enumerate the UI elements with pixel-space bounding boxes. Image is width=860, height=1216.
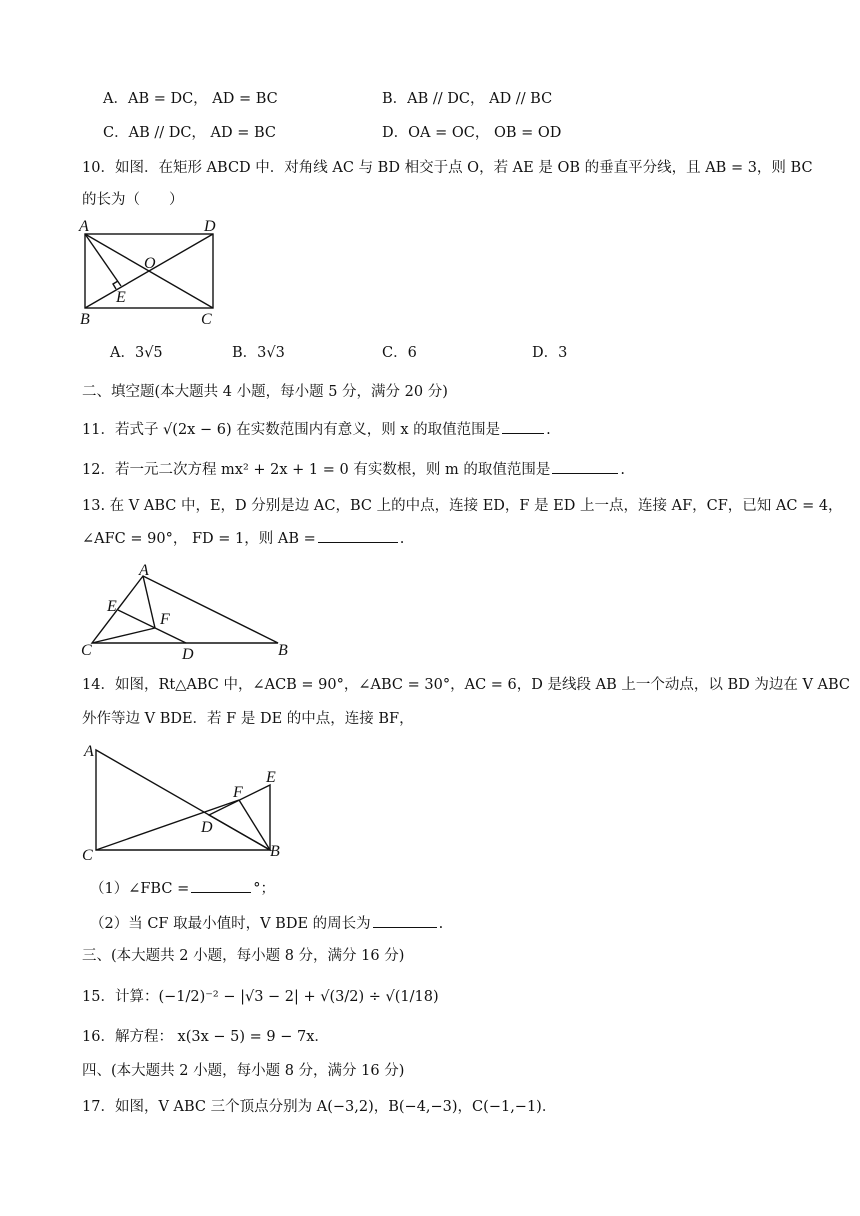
q10-label-d: D (204, 218, 216, 235)
q14-segment-bf (239, 800, 270, 850)
q11-text (82, 419, 551, 441)
q14-segment-cf (96, 800, 239, 850)
q10-text-line1: 10．如图．在矩形 ABCD 中．对角线 AC 与 BD 相交于点 O，若 AE 是 OB 的垂直平分线，且 AB = 3，则 BC (82, 160, 813, 176)
q9-option-b: B．AB // DC， AD // BC (382, 91, 553, 107)
q13-label-c: C (81, 642, 92, 659)
q13-label-e: E (107, 598, 117, 615)
q13-label-d: D (182, 646, 194, 662)
q10-label-o: O (144, 255, 156, 272)
q13-label-b: B (278, 642, 288, 659)
q14-label-d: D (201, 819, 213, 836)
q13-text-pre: ∠AFC = 90°， FD = 1，则 AB = (82, 531, 316, 547)
q10-label-b: B (80, 311, 90, 328)
q10-option-a: A．3√5 (110, 345, 163, 361)
q10-text-line2: 的长为（ ） (82, 192, 184, 208)
q10-label-a: A (79, 218, 89, 235)
q16-text: 16．解方程： x(3x − 5) = 9 − 7x． (82, 1029, 329, 1045)
q14-label-f: F (233, 784, 243, 801)
q14-label-c: C (82, 847, 93, 864)
q9-option-c: C．AB // DC， AD = BC (103, 125, 277, 141)
q11-text-pre: 11．若式子 √(2x − 6) 在实数范围内有意义，则 x 的取值范围是 (82, 422, 501, 438)
q12-text (82, 459, 625, 481)
section-3-heading: 三、(本大题共 2 小题，每小题 8 分，满分 16 分) (82, 948, 405, 964)
q10-segment-ae (85, 234, 121, 286)
q9-option-a: A．AB = DC， AD = BC (103, 91, 278, 107)
q10-right-angle-mark (113, 281, 118, 289)
q10-label-e: E (116, 289, 126, 306)
q10-option-b: B．3√3 (232, 345, 285, 361)
q14-label-e: E (266, 769, 276, 786)
q13-segment-af (143, 576, 155, 628)
q12-text-pre: 12．若一元二次方程 mx² + 2x + 1 = 0 有实数根，则 m 的取值范围是 (82, 462, 551, 478)
q14-sub2-post: . (438, 916, 444, 932)
q14-sub1-pre: （1）∠FBC = (90, 881, 190, 897)
q13-text-line2 (82, 528, 404, 550)
q14-sub2 (90, 913, 443, 935)
q10-option-d: D．3 (532, 345, 568, 361)
q14-sub1-answer-blank[interactable] (191, 878, 251, 893)
q10-rectangle-figure (76, 214, 226, 330)
q14-sub2-answer-blank[interactable] (373, 913, 437, 928)
q12-text-post: . (620, 462, 625, 478)
q11-text-post: . (546, 422, 551, 438)
q17-text: 17．如图，V ABC 三个顶点分别为 A(−3,2)，B(−4,−3)，C(−1,−1)． (82, 1099, 557, 1115)
q14-sub2-pre: （2）当 CF 取最小值时，V BDE 的周长为 (90, 916, 371, 932)
q12-answer-blank[interactable] (552, 459, 618, 474)
q14-text-line1: 14．如图，Rt△ABC 中，∠ACB = 90°，∠ABC = 30°，AC = 6，D 是线段 AB 上一个动点，以 BD 为边在 V ABC (82, 677, 851, 693)
q13-text-post: . (399, 531, 405, 547)
q14-label-a: A (84, 743, 94, 760)
q10-option-c: C．6 (382, 345, 417, 361)
section-4-heading: 四、(本大题共 2 小题，每小题 8 分，满分 16 分) (82, 1063, 405, 1079)
q14-sub1 (90, 878, 275, 900)
q13-triangle-abc (92, 576, 278, 643)
q13-text-line1: 13. 在 V ABC 中，E，D 分别是边 AC，BC 上的中点，连接 ED，F 是 ED 上一点，连接 AF，CF，已知 AC = 4， (82, 498, 843, 514)
q14-label-b: B (270, 843, 280, 860)
q10-label-c: C (201, 311, 212, 328)
q15-text: 15．计算：(−1/2)⁻² − |√3 − 2| + √(3/2) ÷ √(1/18) (82, 989, 439, 1005)
q14-triangle-figure (76, 738, 291, 864)
q13-triangle-figure (76, 560, 296, 662)
q9-option-d: D．OA = OC， OB = OD (382, 125, 562, 141)
q13-label-f: F (160, 611, 170, 628)
q13-answer-blank[interactable] (318, 528, 398, 543)
q11-answer-blank[interactable] (502, 419, 544, 434)
q14-text-line2: 外作等边 V BDE．若 F 是 DE 的中点，连接 BF， (82, 711, 414, 727)
section-2-heading: 二、填空题(本大题共 4 小题，每小题 5 分，满分 20 分) (82, 384, 448, 400)
q14-sub1-post: °； (253, 881, 275, 897)
q13-label-a: A (139, 562, 149, 579)
